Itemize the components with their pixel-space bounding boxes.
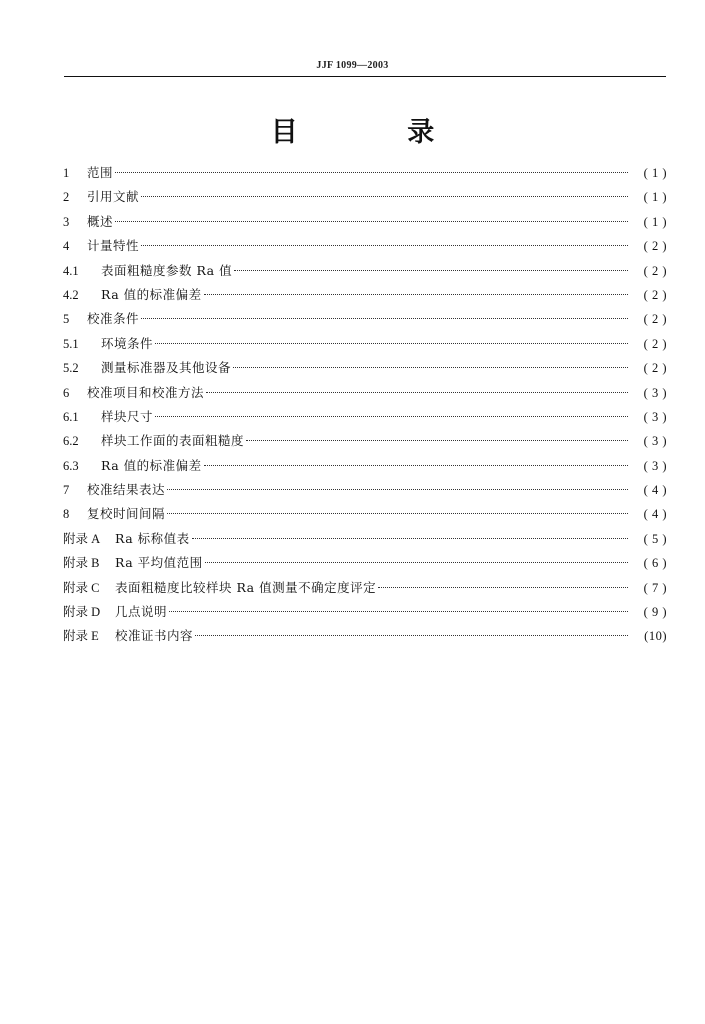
- toc-entry-page: ( 2 ): [643, 263, 667, 278]
- toc-leader-dots: [234, 270, 628, 271]
- toc-entry-title: 计量特性: [87, 238, 140, 254]
- toc-entry-number: 6.3: [63, 458, 79, 473]
- toc-entry-page: ( 2 ): [643, 287, 667, 302]
- toc-entry-title: 校准结果表达: [87, 482, 166, 498]
- toc-leader-dots: [115, 221, 628, 222]
- toc-entry[interactable]: [63, 527, 667, 551]
- toc-entry-title: 样块尺寸: [101, 408, 154, 424]
- toc-leader-dots: [204, 294, 628, 295]
- toc-entry-number: 2: [63, 190, 70, 205]
- toc-entry-title: 校准证书内容: [115, 628, 194, 644]
- toc-entry[interactable]: [63, 502, 667, 526]
- toc-leader-dots: [155, 343, 628, 344]
- toc-entry-number: 5.1: [63, 336, 79, 351]
- toc-leader-dots: [204, 465, 628, 466]
- toc-entry-page: ( 1 ): [643, 214, 667, 229]
- toc-entry-page: ( 2 ): [643, 312, 667, 327]
- toc-entry-number: 附录 C: [63, 580, 100, 595]
- toc-leader-dots: [206, 392, 628, 393]
- toc-entry-title: 范围: [87, 165, 114, 180]
- toc-entry-title: 校准项目和校准方法: [87, 384, 205, 400]
- toc-leader-dots: [246, 440, 628, 441]
- toc-entry-page: ( 9 ): [643, 605, 667, 620]
- toc-entry-page: ( 1 ): [643, 166, 667, 180]
- toc-entry[interactable]: [63, 429, 667, 453]
- toc-entry-title: 复校时间间隔: [87, 506, 166, 522]
- toc-entry-page: (10): [644, 629, 667, 644]
- toc-entry[interactable]: [63, 234, 667, 258]
- toc-entry[interactable]: [63, 356, 667, 380]
- toc-entry-title: 引用文献: [87, 189, 140, 205]
- toc-entry-number: 附录 D: [63, 605, 101, 620]
- toc-entry-title: Ra 值的标准偏差: [101, 457, 202, 473]
- toc-entry-page: ( 4 ): [643, 507, 667, 522]
- toc-entry-number: 5.2: [63, 361, 79, 376]
- toc-entry-title: 测量标准器及其他设备: [101, 360, 232, 376]
- toc-entry-number: 4: [63, 239, 70, 254]
- toc-entry-title: 概述: [87, 213, 114, 229]
- toc-entry[interactable]: [63, 624, 667, 648]
- toc-entry-title: Ra 标称值表: [115, 530, 190, 546]
- toc-entry-number: 4.2: [63, 287, 79, 302]
- toc-entry[interactable]: [63, 161, 667, 185]
- toc-entry[interactable]: [63, 259, 667, 283]
- toc-entry-page: ( 2 ): [643, 336, 667, 351]
- toc-entry-title: 校准条件: [87, 311, 140, 327]
- toc-entry-title: 环境条件: [101, 335, 154, 351]
- toc-entry[interactable]: [63, 283, 667, 307]
- toc-entry-number: 附录 E: [63, 629, 99, 644]
- toc-entry-number: 4.1: [63, 263, 79, 278]
- toc-entry-page: ( 2 ): [643, 361, 667, 376]
- toc-entry-page: ( 5 ): [643, 531, 667, 546]
- toc-leader-dots: [155, 416, 628, 417]
- toc-entry[interactable]: [63, 551, 667, 575]
- toc-leader-dots: [167, 489, 628, 490]
- toc-entry-page: ( 3 ): [643, 458, 667, 473]
- toc-entry-title: 样块工作面的表面粗糙度: [101, 433, 245, 449]
- header-rule: [64, 76, 666, 77]
- toc-entry[interactable]: [63, 576, 667, 600]
- toc-leader-dots: [169, 611, 628, 612]
- toc-entry-title: Ra 平均值范围: [115, 555, 203, 571]
- toc-entry-page: ( 3 ): [643, 434, 667, 449]
- toc-entry[interactable]: [63, 210, 667, 234]
- toc-entry[interactable]: [63, 405, 667, 429]
- toc-entry[interactable]: [63, 332, 667, 356]
- toc-entry-page: ( 3 ): [643, 409, 667, 424]
- toc-entry-page: ( 1 ): [643, 190, 667, 205]
- toc-leader-dots: [141, 196, 628, 197]
- toc-entry-title: 表面粗糙度参数 Ra 值: [101, 262, 233, 278]
- toc-entry-title: Ra 值的标准偏差: [101, 286, 202, 302]
- document-code: JJF 1099—2003: [316, 60, 389, 71]
- toc-leader-dots: [195, 635, 628, 636]
- toc-leader-dots: [141, 318, 628, 319]
- toc-entry[interactable]: [63, 307, 667, 331]
- toc-list: [63, 161, 667, 649]
- toc-entry-number: 3: [63, 214, 70, 229]
- toc-entry-number: 附录 B: [63, 556, 100, 571]
- toc-entry[interactable]: [63, 381, 667, 405]
- toc-entry[interactable]: [63, 478, 667, 502]
- toc-leader-dots: [141, 245, 628, 246]
- toc-entry[interactable]: [63, 600, 667, 624]
- toc-entry-page: ( 3 ): [643, 385, 667, 400]
- toc-leader-dots: [205, 562, 628, 563]
- toc-entry-title: 几点说明: [115, 604, 168, 620]
- toc-leader-dots: [233, 367, 628, 368]
- toc-entry[interactable]: [63, 185, 667, 209]
- toc-entry-number: 1: [63, 166, 70, 180]
- toc-entry-number: 6.1: [63, 409, 79, 424]
- toc-leader-dots: [192, 538, 628, 539]
- toc-leader-dots: [115, 172, 628, 173]
- toc-leader-dots: [167, 513, 628, 514]
- toc-entry-number: 7: [63, 483, 70, 498]
- toc-entry-page: ( 2 ): [643, 239, 667, 254]
- toc-entry-page: ( 7 ): [643, 580, 667, 595]
- toc-title: 目 录: [270, 117, 485, 148]
- toc-entry[interactable]: [63, 454, 667, 478]
- toc-entry-page: ( 6 ): [643, 556, 667, 571]
- toc-entry-page: ( 4 ): [643, 483, 667, 498]
- toc-entry-number: 6: [63, 385, 70, 400]
- toc-entry-number: 附录 A: [63, 531, 101, 546]
- toc-entry-number: 5: [63, 312, 70, 327]
- toc-entry-number: 8: [63, 507, 70, 522]
- toc-entry-title: 表面粗糙度比较样块 Ra 值测量不确定度评定: [115, 579, 377, 595]
- toc-entry-number: 6.2: [63, 434, 79, 449]
- toc-leader-dots: [378, 587, 628, 588]
